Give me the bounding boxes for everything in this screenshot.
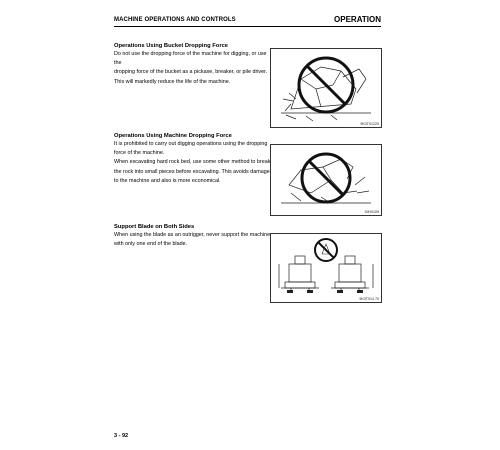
section-header: MACHINE OPERATIONS AND CONTROLS [114,17,236,23]
section-line: to the machine and also is more economical. [114,177,221,184]
section-line: It is prohibited to carry out digging operations using the dropping [114,141,268,147]
prohibition-sign-icon [315,239,337,261]
figure-bucket-dropping [270,48,382,128]
page-number: 3 - 92 [114,433,129,439]
section-line: the rock into small pieces before excavating. This avoids damage [114,168,270,175]
section-title: Operations Using Machine Dropping Force [114,133,232,139]
prohibited-bucket-drop-illustration [271,49,381,127]
section-title: Operations Using Bucket Dropping Force [114,43,229,49]
header-rule [114,26,381,27]
chapter-header: OPERATION [334,15,381,24]
prohibition-sign-icon [299,58,353,112]
section-line: When using the blade as an outrigger, never support the machine [114,232,271,238]
figure-code: 9K0T014 70 [359,297,379,301]
section-line: When excavating hard rock bed, use some other method to break [114,159,271,166]
section-line: force of the machine. [114,150,165,157]
section-bucket-dropping-force [114,43,274,87]
support-blade-illustration [271,234,381,302]
section-support-blade [114,224,274,249]
prohibited-machine-drop-illustration [271,145,381,215]
figure-support-blade [270,233,382,303]
figure-code: 9K0T01220 [360,122,379,126]
section-line: This will markedly reduce the life of the machine. [114,78,231,85]
figure-code: 9JH0109 [364,210,379,214]
figure-machine-dropping [270,144,382,216]
section-line: dropping force of the bucket as a pickaxe, breaker, or pile driver. [114,69,268,76]
prohibition-sign-icon [302,154,350,202]
section-line: with only one end of the blade. [114,241,188,248]
section-machine-dropping-force [114,133,274,186]
section-title: Support Blade on Both Sides [114,224,195,230]
section-line: Do not use the dropping force of the machine for digging, or use the [114,51,267,67]
